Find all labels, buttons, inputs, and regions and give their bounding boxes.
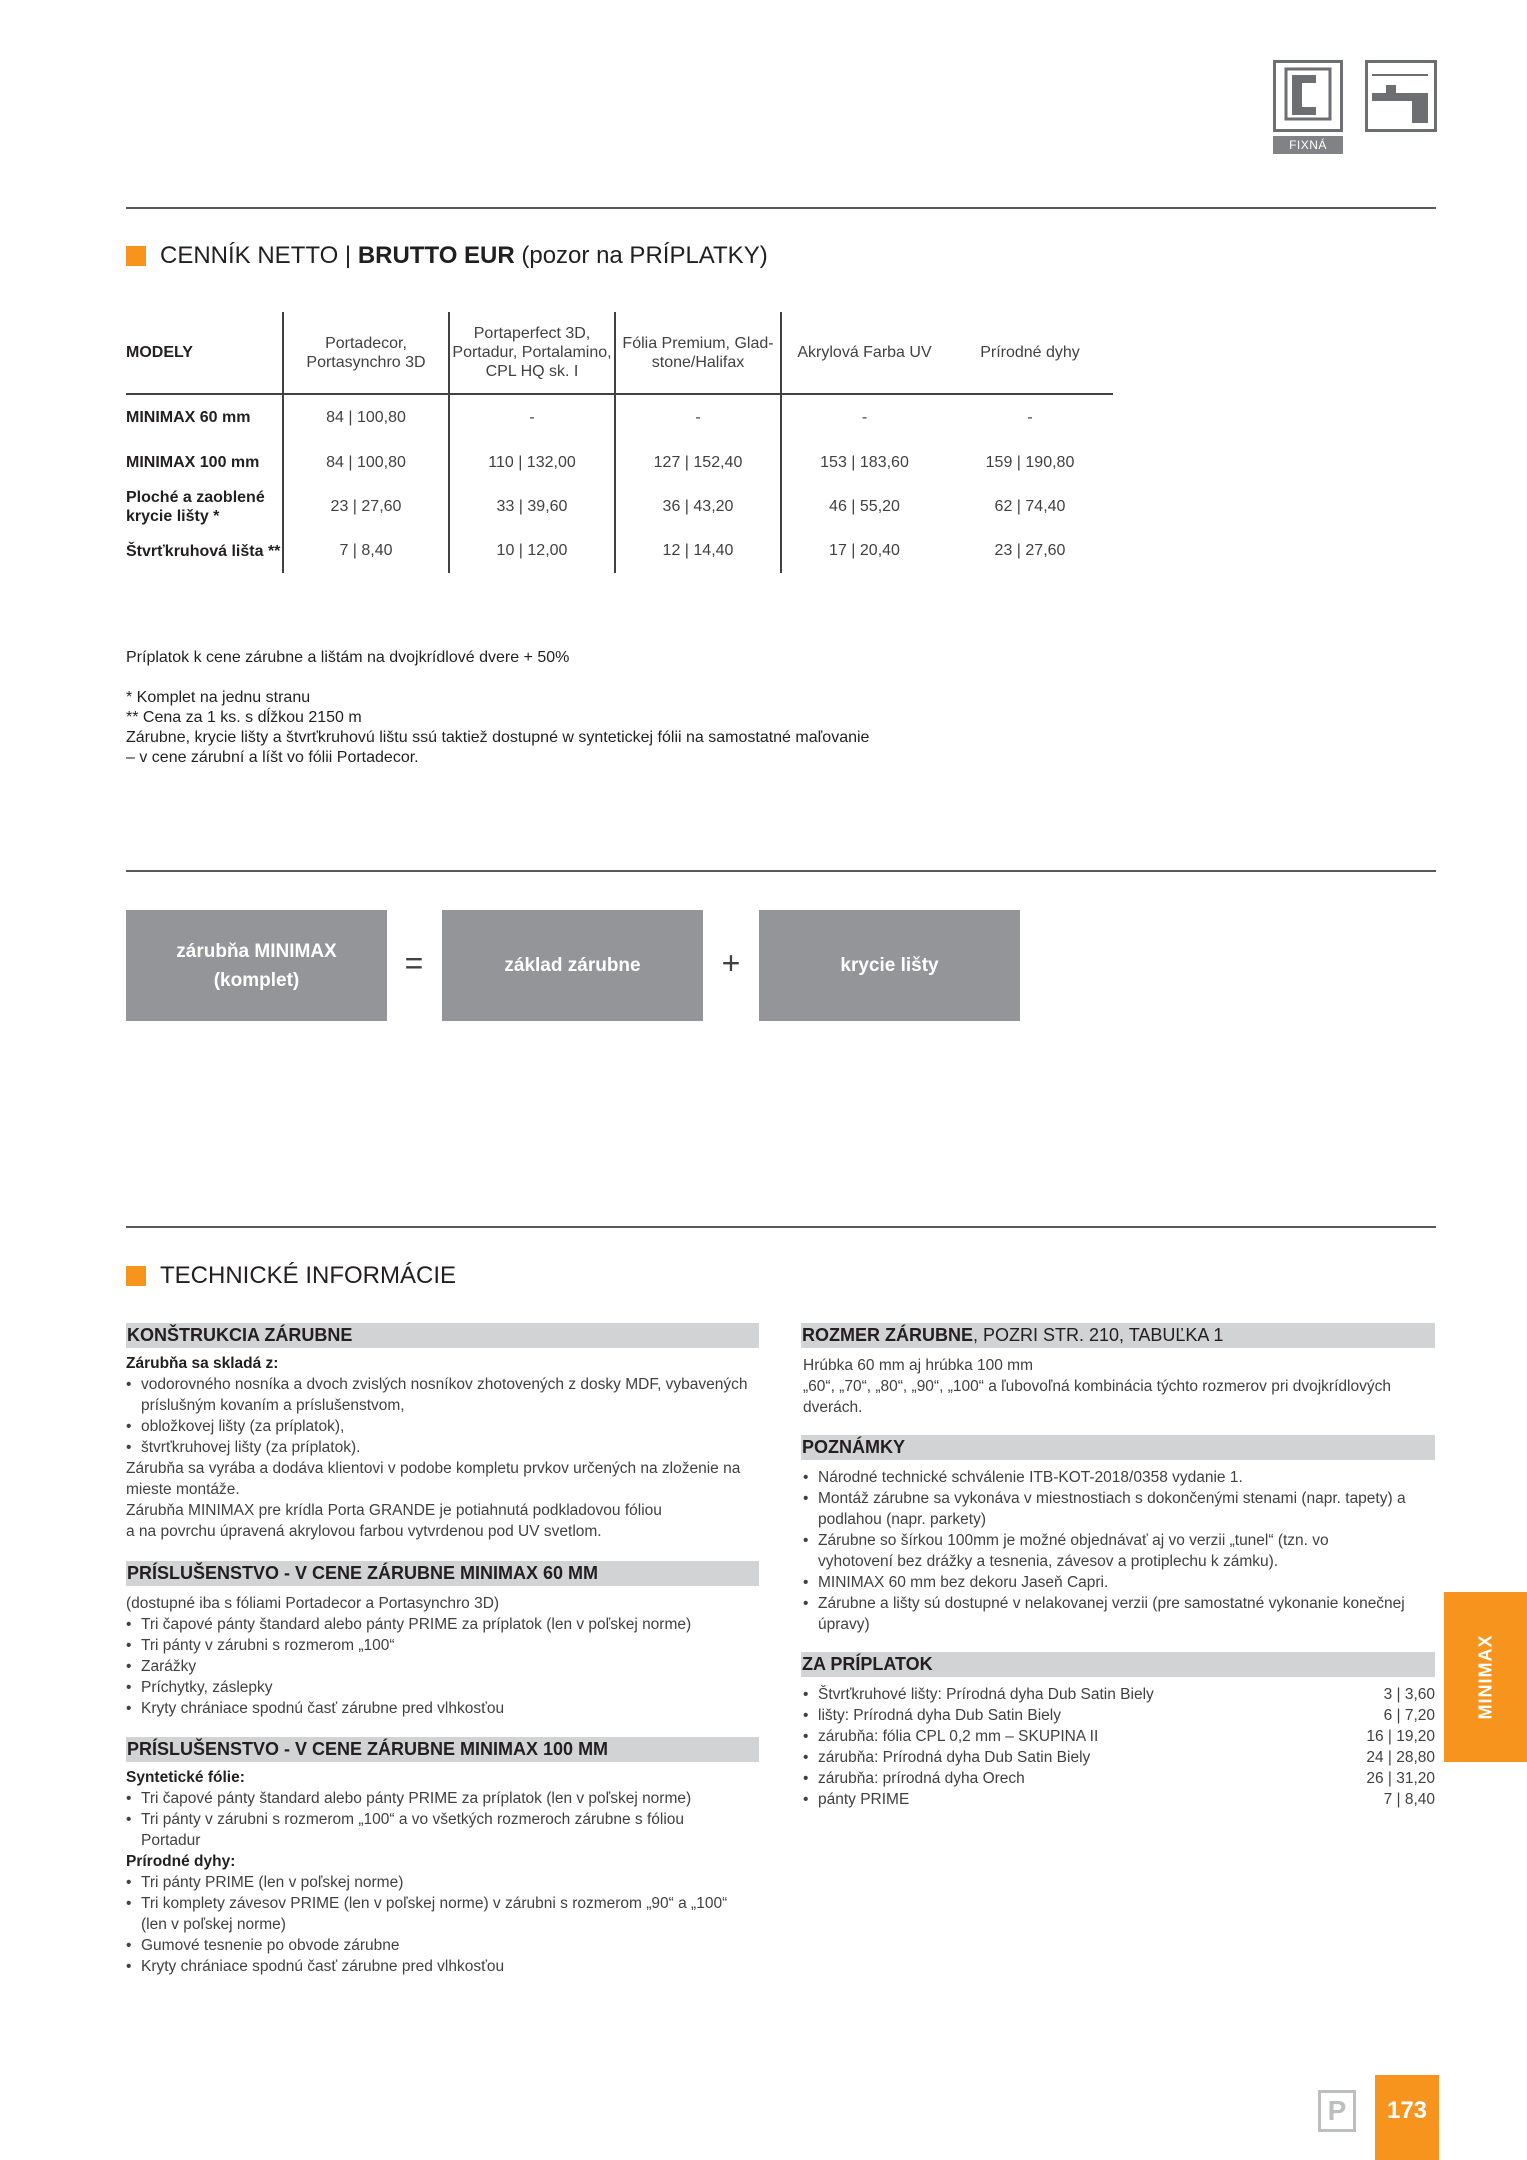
orange-square-icon [126, 1266, 146, 1286]
list-item: • obložkovej lišty (za príplatok), [126, 1416, 759, 1437]
divider [126, 207, 1436, 209]
prisl60-heading: PRÍSLUŠENSTVO - V CENE ZÁRUBNE MINIMAX 60 MM [126, 1561, 759, 1586]
list-item: • Zárubne so šírkou 100mm je možné objednávať aj vo verzii „tunel“ (tzn. vo vyhotovení bez drážky a tesnenia, závesov a protiplechu k zámku). [803, 1530, 1403, 1572]
list-item: • pánty PRIME 7 | 8,40 [803, 1789, 1435, 1810]
page-number: 173 [1375, 2075, 1439, 2160]
list-item: • zárubňa: Prírodná dyha Dub Satin Biely 24 | 28,80 [803, 1747, 1435, 1768]
divider [126, 1226, 1436, 1228]
konstrukcia-text: Zárubňa sa skladá z: • vodorovného nosníka a dvoch zvislých nosníkov zhotovených z dosky MDF, vybavených príslušným kovaním a príslušenstvom, • obložkovej lišty (za príplatok), • štvrťkruhovej lišty (za príplatok). Zárubňa sa vyrába a dodáva klientovi v podobe kompletu prvkov určených na zloženie na mieste montáže. Zárubňa MINIMAX pre krídla Porta GRANDE je potiahnutá podkladovou fóliou a na povrchu úpravená akrylovou farbou vytvrdenou pod UV svetlom. [126, 1353, 759, 1542]
list-item: • štvrťkruhovej lišty (za príplatok). [126, 1437, 759, 1458]
list-item: • lišty: Prírodná dyha Dub Satin Biely 6 | 7,20 [803, 1705, 1435, 1726]
tech-section-title: TECHNICKÉ INFORMÁCIE [126, 1262, 456, 1290]
table-header: Prírodné dyhy [947, 312, 1113, 394]
list-item: • Tri pánty PRIME (len v poľskej norme) [126, 1872, 759, 1893]
side-tab-minimax: MINIMAX [1444, 1592, 1527, 1762]
list-item: • Tri čapové pánty štandard alebo pánty PRIME za príplatok (len v poľskej norme) [126, 1788, 759, 1809]
table-row: Ploché a zaoblené krycie lišty * 23 | 27,60 33 | 39,60 36 | 43,20 46 | 55,20 62 | 74,40 [126, 485, 1113, 529]
surcharge-note: Príplatok k cene zárubne a lištám na dvojkrídlové dvere + 50% [126, 649, 570, 666]
list-item: • zárubňa: prírodná dyha Orech 26 | 31,20 [803, 1768, 1435, 1789]
list-item: • Národné technické schválenie ITB-KOT-2018/0358 vydanie 1. [803, 1467, 1435, 1488]
frame-profile-icon [1273, 60, 1343, 132]
table-row: Štvrťkruhová lišta ** 7 | 8,40 10 | 12,00 12 | 14,40 17 | 20,40 23 | 27,60 [126, 529, 1113, 573]
fixed-label: FIXNÁ [1273, 136, 1343, 154]
porta-logo-icon: P [1318, 2090, 1356, 2132]
table-row: MINIMAX 60 mm 84 | 100,80 - - - - [126, 394, 1113, 440]
mounting-detail-icon [1365, 60, 1437, 132]
table-header: Portadecor, Portasynchro 3D [283, 312, 449, 394]
rozmer-text: Hrúbka 60 mm aj hrúbka 100 mm „60“, „70“, „80“, „90“, „100“ a ľubovoľná kombinácia týchto rozmerov pri dvojkrídlových dverách. [803, 1357, 1391, 1416]
list-item: • Príchytky, záslepky [126, 1677, 759, 1698]
list-item: • Tri komplety závesov PRIME (len v poľskej norme) v zárubni s rozmerom „90“ a „100“ (len v poľskej norme) [126, 1893, 746, 1935]
formula-cover-strips: krycie lišty [759, 910, 1020, 1021]
formula-complete-frame: zárubňa MINIMAX (komplet) [126, 910, 387, 1021]
table-header: Fólia Premium, Glad-stone/Halifax [615, 312, 781, 394]
table-header: Akrylová Farba UV [781, 312, 947, 394]
list-item: • Kryty chrániace spodnú časť zárubne pred vlhkosťou [126, 1956, 759, 1977]
footnotes: * Komplet na jednu stranu ** Cena za 1 ks. s dĺžkou 2150 m Zárubne, krycie lišty a štvrťkruhovú lištu ssú taktiež dostupné w syntetickej fólii na samostatné maľovanie – v cene zárubní a líšt vo fólii Portadecor. [126, 689, 870, 766]
list-item: • Kryty chrániace spodnú časť zárubne pred vlhkosťou [126, 1698, 759, 1719]
list-item: • Tri pánty v zárubni s rozmerom „100“ a vo všetkých rozmeroch zárubne s fóliou Portadur [126, 1809, 736, 1851]
poznamky-heading: POZNÁMKY [801, 1435, 1435, 1460]
rozmer-heading: ROZMER ZÁRUBNE, POZRI STR. 210, TABUĽKA 1 [801, 1323, 1435, 1348]
divider [126, 870, 1436, 872]
priplatok-list [803, 1684, 1435, 1810]
formula-frame-base: základ zárubne [442, 910, 703, 1021]
table-row: MINIMAX 100 mm 84 | 100,80 110 | 132,00 127 | 152,40 153 | 183,60 159 | 190,80 [126, 440, 1113, 485]
list-item: • Tri čapové pánty štandard alebo pánty PRIME za príplatok (len v poľskej norme) [126, 1614, 759, 1635]
list-item: • vodorovného nosníka a dvoch zvislých nosníkov zhotovených z dosky MDF, vybavených príslušným kovaním a príslušenstvom, [126, 1374, 759, 1416]
list-item: • Štvrťkruhové lišty: Prírodná dyha Dub Satin Biely 3 | 3,60 [803, 1684, 1435, 1705]
priplatok-heading: ZA PRÍPLATOK [801, 1652, 1435, 1677]
orange-square-icon [126, 246, 146, 266]
price-table [126, 312, 1113, 573]
table-header: Portaperfect 3D, Portadur, Portalamino, CPL HQ sk. I [449, 312, 615, 394]
list-item: • zárubňa: fólia CPL 0,2 mm – SKUPINA II 16 | 19,20 [803, 1726, 1435, 1747]
list-item: • Tri pánty v zárubni s rozmerom „100“ [126, 1635, 759, 1656]
price-section-title: CENNÍK NETTO | BRUTTO EUR (pozor na PRÍPLATKY) [126, 242, 768, 270]
konstrukcia-heading: KONŠTRUKCIA ZÁRUBNE [126, 1323, 759, 1348]
plus-sign: + [721, 945, 741, 981]
poznamky-text [803, 1467, 1435, 1635]
list-item: • Zárubne a lišty sú dostupné v nelakovanej verzii (pre samostatné vykonanie konečnej úpravy) [803, 1593, 1435, 1635]
prisl60-text: (dostupné iba s fóliami Portadecor a Portasynchro 3D) • Tri čapové pánty štandard alebo pánty PRIME za príplatok (len v poľskej norme) • Tri pánty v zárubni s rozmerom „100“ • Zarážky • Príchytky, záslepky • Kryty chrániace spodnú časť zárubne pred vlhkosťou [126, 1593, 759, 1719]
table-header-models: MODELY [126, 312, 283, 394]
equals-sign: = [404, 945, 424, 981]
prisl100-heading: PRÍSLUŠENSTVO - V CENE ZÁRUBNE MINIMAX 100 MM [126, 1737, 759, 1762]
list-item: • Gumové tesnenie po obvode zárubne [126, 1935, 759, 1956]
list-item: • Montáž zárubne sa vykonáva v miestnostiach s dokončenými stenami (napr. tapety) a podlahou (napr. parkety) [803, 1488, 1435, 1530]
prisl100-text: Syntetické fólie: • Tri čapové pánty štandard alebo pánty PRIME za príplatok (len v poľskej norme) • Tri pánty v zárubni s rozmerom „100“ a vo všetkých rozmeroch zárubne s fóliou Portadur Prírodné dyhy: • Tri pánty PRIME (len v poľskej norme) • Tri komplety závesov PRIME (len v poľskej norme) v zárubni s rozmerom „90“ a „100“ (len v poľskej norme) • Gumové tesnenie po obvode zárubne • Kryty chrániace spodnú časť zárubne pred vlhkosťou [126, 1767, 759, 1977]
list-item: • MINIMAX 60 mm bez dekoru Jaseň Capri. [803, 1572, 1435, 1593]
list-item: • Zarážky [126, 1656, 759, 1677]
